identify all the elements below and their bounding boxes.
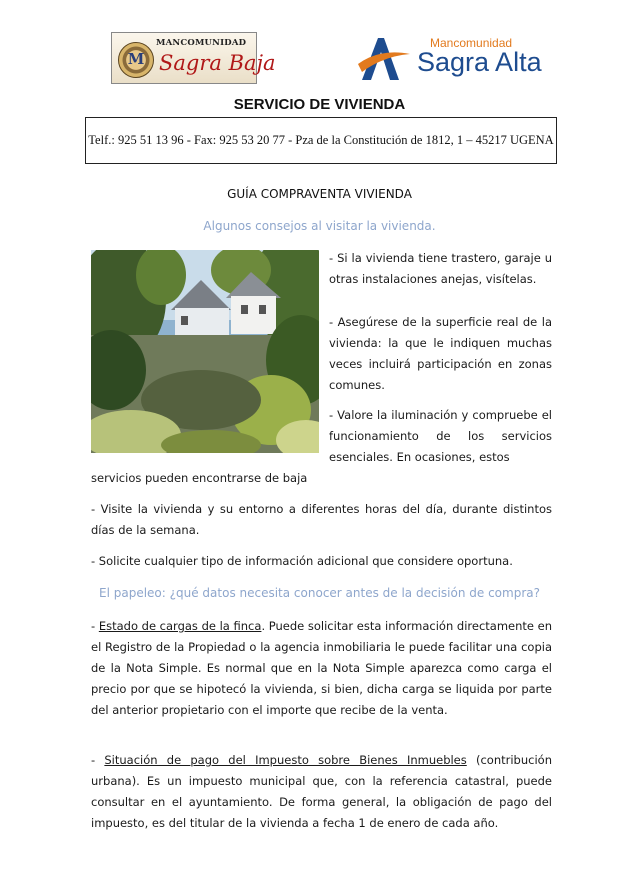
item-charges-title: Estado de cargas de la finca	[98, 619, 262, 633]
item-ibi-text: (contribución urbana). Es un impuesto municipal que, con la referencia catastral, puede consultar en el ayuntamiento. De forma general, la obligación de pago del impuesto, es del titular de la vivienda a fecha 1 de enero de cada año.	[91, 753, 552, 830]
contact-box	[85, 117, 557, 164]
tip-lighting-continued: servicios pueden encontrarse de baja	[91, 471, 308, 485]
item-ibi-title: Situación de pago del Impuesto sobre Bienes Inmuebles	[104, 753, 467, 767]
item-ibi-prefix: -	[91, 753, 105, 767]
section2-heading: El papeleo: ¿qué datos necesita conocer antes de la decisión de compra?	[99, 586, 540, 600]
seal-icon	[118, 42, 154, 78]
logo-right-line1: Mancomunidad	[430, 36, 513, 50]
item-ibi-tax	[91, 750, 552, 834]
tip-surface: - Asegúrese de la superficie real de la vivienda: la que le indiquen muchas veces incluirá participación en zonas comunes.	[329, 315, 552, 392]
mancomunidad-sagra-baja-logo	[111, 32, 276, 84]
contact-info: Telf.: 925 51 13 96 - Fax: 925 53 20 77 - Pza de la Constitución de 1812, 1 – 45217 UGENA	[88, 133, 554, 147]
logo-left-line1: MANCOMUNIDAD	[156, 38, 247, 48]
mancomunidad-sagra-alta-logo	[356, 34, 556, 84]
logo-right-line2: Sagra Alta	[417, 47, 542, 77]
item-charges	[91, 616, 552, 721]
item-charges-prefix: -	[91, 619, 99, 633]
tip-lighting: - Valore la iluminación y compruebe el funcionamiento de los servicios esenciales. En ocasiones, estos	[329, 408, 552, 464]
tip-storage: - Si la vivienda tiene trastero, garaje u otras instalaciones anejas, visítelas.	[329, 251, 552, 286]
tip-visit-hours: - Visite la vivienda y su entorno a diferentes horas del día, durante distintos días de la semana.	[91, 502, 552, 537]
item-charges-text: . Puede solicitar esta información directamente en el Registro de la Propiedad o la agencia inmobiliaria le puede facilitar una copia de la Nota Simple. Es normal que en la Nota Simple aparezca como carga el precio por que se hipotecó la vivienda, si bien, dicha carga se liquida por parte del anterior propietario con el importe que recibe de la venta.	[91, 619, 553, 717]
sagra-alta-a-icon	[356, 34, 416, 84]
house-photo	[91, 250, 319, 453]
document-title: GUÍA COMPRAVENTA VIVIENDA	[227, 187, 412, 201]
service-title: SERVICIO DE VIVIENDA	[233, 96, 406, 113]
logo-left-line2: Sagra Baja	[159, 51, 276, 75]
section1-heading: Algunos consejos al visitar la vivienda.	[203, 219, 436, 233]
tip-additional-info: - Solicite cualquier tipo de información adicional que considere oportuna.	[91, 554, 513, 568]
